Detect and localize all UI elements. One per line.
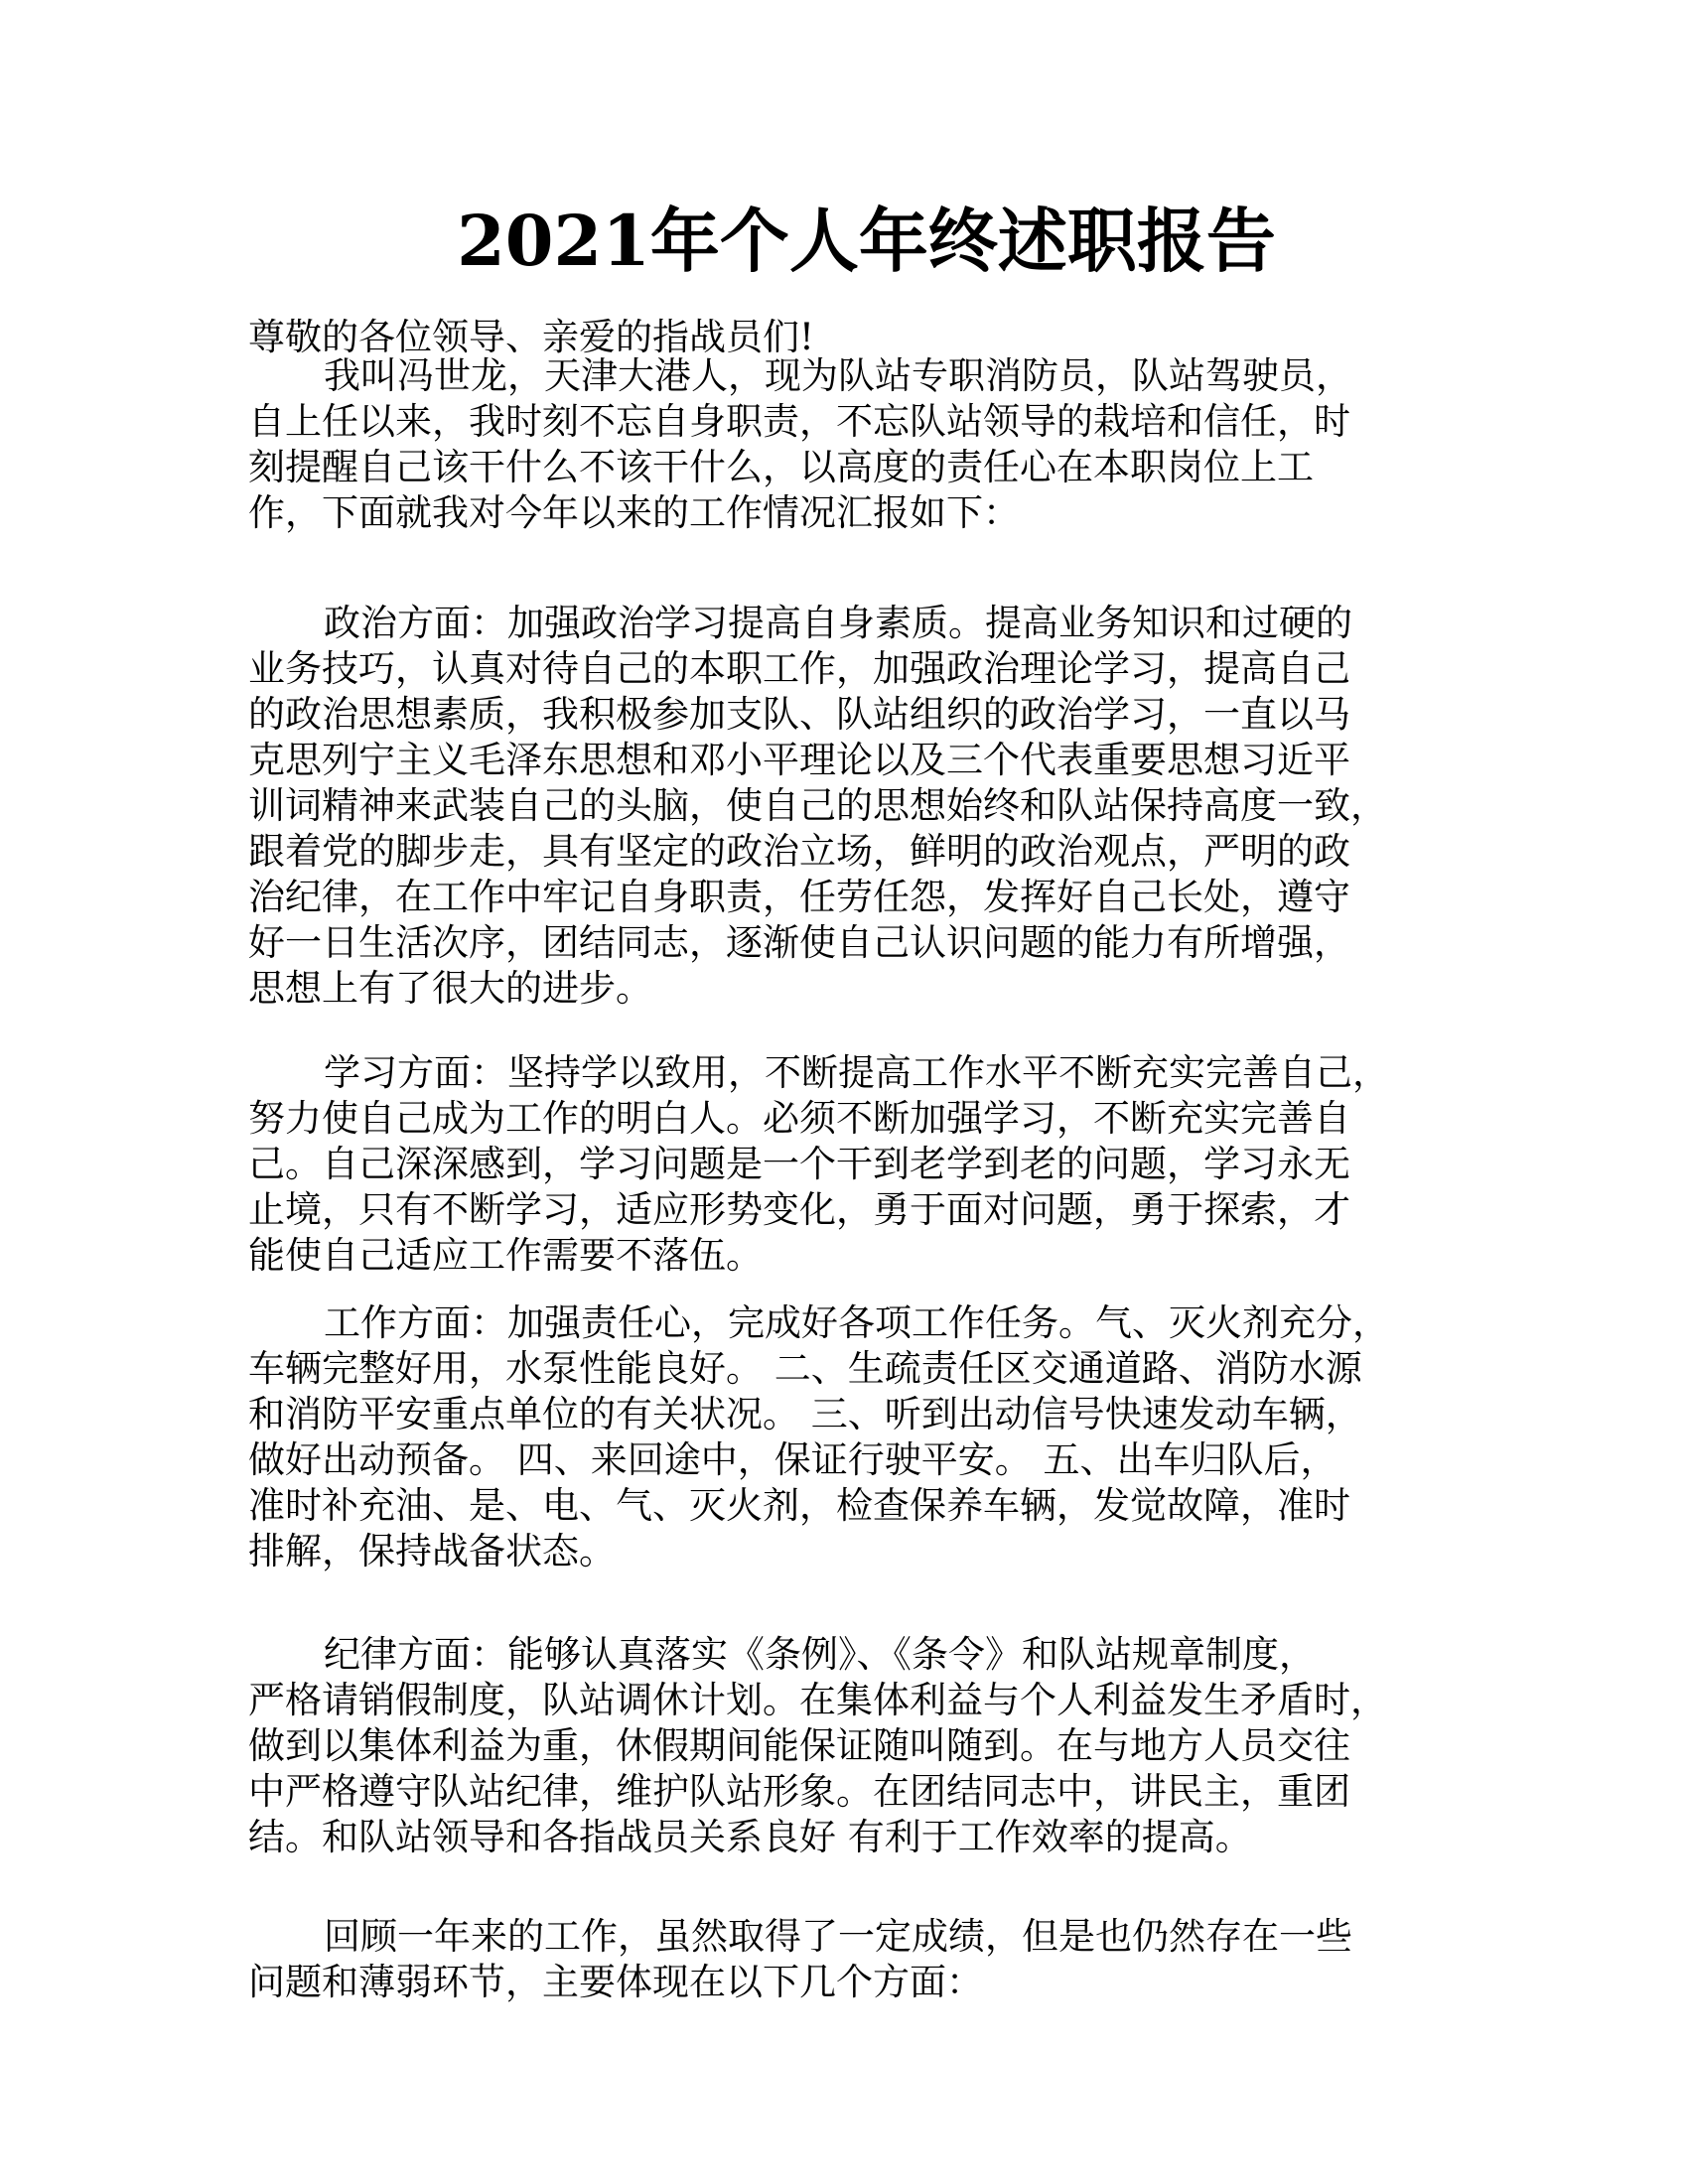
paragraph-politics xyxy=(248,601,1440,1012)
paragraph-line: 回顾一年来的工作，虽然取得了一定成绩，但是也仍然存在一些 xyxy=(324,1915,1352,1958)
paragraph-line: 思想上有了很大的进步。 xyxy=(248,967,652,1010)
paragraph-line: 问题和薄弱环节，主要体现在以下几个方面： xyxy=(248,1961,983,2003)
paragraph-line: 工作方面：加强责任心，完成好各项工作任务。气、灭火剂充分， xyxy=(324,1301,1389,1344)
paragraph-line: 治纪律，在工作中牢记自身职责，任劳任怨，发挥好自己长处，遵守 xyxy=(248,876,1350,918)
paragraph-line: 车辆完整好用，水泵性能良好。 二、生疏责任区交通道路、消防水源 xyxy=(248,1347,1362,1390)
paragraph-line: 能使自己适应工作需要不落伍。 xyxy=(248,1234,763,1277)
paragraph-line: 跟着党的脚步走，具有坚定的政治立场，鲜明的政治观点，严明的政 xyxy=(248,830,1350,873)
paragraph-line: 排解，保持战备状态。 xyxy=(248,1530,616,1572)
paragraph-line: 止境，只有不断学习，适应形势变化，勇于面对问题，勇于探索，才 xyxy=(248,1188,1350,1231)
paragraph-line: 做好出动预备。 四、来回途中，保证行驶平安。 五、出车归队后， xyxy=(248,1438,1337,1481)
paragraph-intro xyxy=(248,353,1440,536)
paragraph-line: 和消防平安重点单位的有关状况。 三、听到出动信号快速发动车辆， xyxy=(248,1393,1362,1435)
paragraph-line: 严格请销假制度，队站调休计划。在集体利益与个人利益发生矛盾时， xyxy=(248,1679,1387,1721)
paragraph-line: 刻提醒自己该干什么不该干什么，以高度的责任心在本职岗位上工 xyxy=(248,446,1314,488)
paragraph-line: 做到以集体利益为重，休假期间能保证随叫随到。在与地方人员交往 xyxy=(248,1724,1350,1767)
greeting-text: 尊敬的各位领导、亲爱的指战员们! xyxy=(248,316,814,358)
paragraph-line: 克思列宁主义毛泽东思想和邓小平理论以及三个代表重要思想习近平 xyxy=(248,739,1350,781)
paragraph-work xyxy=(248,1300,1440,1574)
paragraph-line: 我叫冯世龙，天津大港人，现为队站专职消防员，队站驾驶员， xyxy=(324,354,1352,397)
paragraph-discipline xyxy=(248,1632,1440,1860)
paragraph-line: 中严格遵守队站纪律，维护队站形象。在团结同志中，讲民主，重团 xyxy=(248,1770,1350,1813)
paragraph-line: 作，下面就我对今年以来的工作情况汇报如下： xyxy=(248,491,1020,534)
paragraph-line: 好一日生活次序，团结同志，逐渐使自己认识问题的能力有所增强， xyxy=(248,921,1350,964)
paragraph-review xyxy=(248,1914,1440,2005)
document-title: 2021年个人年终述职报告 xyxy=(457,200,1276,282)
paragraph-study xyxy=(248,1050,1440,1279)
paragraph-line: 准时补充油、是、电、气、灭火剂，检查保养车辆，发觉故障，准时 xyxy=(248,1484,1350,1527)
paragraph-line: 业务技巧，认真对待自己的本职工作，加强政治理论学习，提高自己 xyxy=(248,647,1350,690)
paragraph-line: 学习方面：坚持学以致用，不断提高工作水平不断充实完善自己， xyxy=(324,1051,1389,1094)
paragraph-line: 结。和队站领导和各指战员关系良好 有利于工作效率的提高。 xyxy=(248,1816,1252,1858)
paragraph-line: 纪律方面：能够认真落实《条例》、《条令》和队站规章制度， xyxy=(324,1633,1316,1676)
paragraph-line: 训词精神来武装自己的头脑，使自己的思想始终和队站保持高度一致， xyxy=(248,784,1387,827)
paragraph-line: 自上任以来，我时刻不忘自身职责，不忘队站领导的栽培和信任，时 xyxy=(248,400,1350,443)
paragraph-line: 政治方面：加强政治学习提高自身素质。提高业务知识和过硬的 xyxy=(324,602,1352,644)
paragraph-line: 的政治思想素质，我积极参加支队、队站组织的政治学习，一直以马 xyxy=(248,693,1350,736)
paragraph-line: 努力使自己成为工作的明白人。必须不断加强学习，不断充实完善自 xyxy=(248,1097,1350,1140)
paragraph-line: 己。自己深深感到，学习问题是一个干到老学到老的问题，学习永无 xyxy=(248,1143,1350,1185)
